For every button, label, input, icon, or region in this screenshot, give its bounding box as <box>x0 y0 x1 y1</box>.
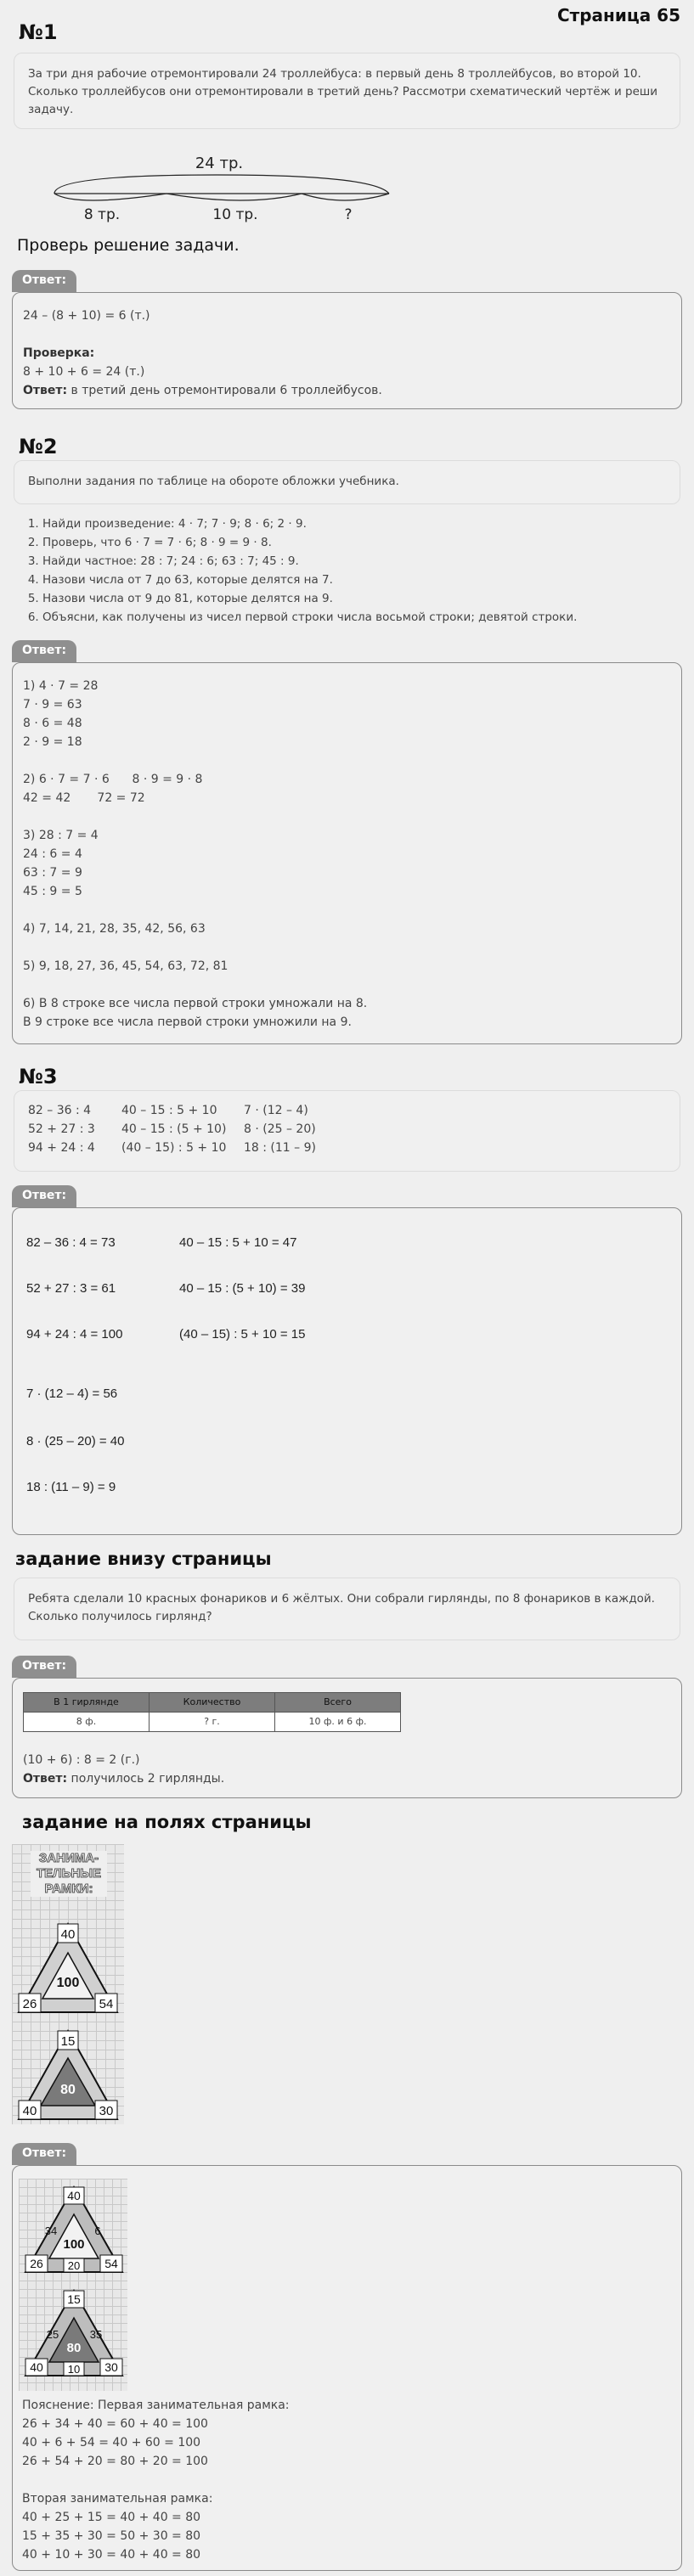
diagram-caption: Проверь решение задачи. <box>17 236 240 255</box>
table-cell: ? г. <box>150 1713 275 1732</box>
solution-a3: 94 + 24 : 4 = 100 <box>26 1327 123 1341</box>
total-label: 24 тр. <box>195 155 244 172</box>
task4-answer-text: получилось 2 гирлянды. <box>67 1772 225 1786</box>
answer-line: 4) 7, 14, 21, 28, 35, 42, 56, 63 <box>23 922 206 936</box>
solution-c1: 7 · (12 – 4) = 56 <box>26 1386 118 1401</box>
filled2-right: 30 <box>104 2360 118 2374</box>
frame1-right: 54 <box>99 1997 114 2011</box>
answer-line <box>23 938 671 957</box>
table-cell: 8 ф. <box>24 1713 150 1732</box>
table-header: В 1 гирлянде <box>24 1693 150 1713</box>
frame1-left: 26 <box>22 1997 37 2011</box>
solution-b2: 40 – 15 : (5 + 10) = 39 <box>179 1281 306 1296</box>
explanation-line: 26 + 34 + 40 = 60 + 40 = 100 <box>22 2417 208 2431</box>
filled2-center: 80 <box>66 2341 82 2355</box>
list-item: 4. Назови числа от 7 до 63, которые делятся на 7. <box>42 571 577 589</box>
filled1-right: 54 <box>104 2257 118 2270</box>
page-number: Страница 65 <box>556 5 680 25</box>
filled2-mid-bottom: 10 <box>67 2363 81 2376</box>
explanation-line: 26 + 54 + 20 = 80 + 20 = 100 <box>22 2455 208 2468</box>
task4-answer <box>12 1678 682 1798</box>
answer-line: 2 · 9 = 18 <box>23 735 82 749</box>
explanation-line: 40 + 10 + 30 = 40 + 40 = 80 <box>22 2548 201 2562</box>
task2-answer <box>12 662 682 1044</box>
answer-line: 7 · 9 = 63 <box>23 698 82 711</box>
explanation-line <box>22 2471 290 2489</box>
answer-line <box>23 976 671 994</box>
task1-solution: 24 – (8 + 10) = 6 (т.) <box>23 309 150 323</box>
task3-answer <box>12 1207 682 1535</box>
solution-c2: 8 · (25 – 20) = 40 <box>26 1434 125 1448</box>
list-item: 2. Проверь, что 6 · 7 = 7 · 6; 8 · 9 = 9 · 8. <box>42 533 577 552</box>
frame2-center: 80 <box>60 2083 76 2097</box>
task1-answer-tag: Ответ: <box>12 270 76 292</box>
total-arc <box>54 175 389 194</box>
part2-label: 10 тр. <box>212 206 258 223</box>
table-header: Всего <box>275 1693 401 1713</box>
solution-c3: 18 : (11 – 9) = 9 <box>26 1480 116 1494</box>
table-header: Количество <box>150 1693 275 1713</box>
task4-text: Ребята сделали 10 красных фонариков и 6 жёлтых. Они собрали гирлянды, по 8 фонариков в каждой. Сколько получилось гирлянд? <box>14 1578 680 1640</box>
filled1-mid-bottom: 20 <box>67 2259 81 2272</box>
solution-b1: 40 – 15 : 5 + 10 = 47 <box>179 1235 297 1250</box>
check-label: Проверка: <box>23 346 95 360</box>
task2-heading: №2 <box>19 435 58 458</box>
task1-answer-text: в третий день отремонтировали 6 троллейбусов. <box>67 384 382 397</box>
filled1-left: 26 <box>30 2257 43 2270</box>
explanation-line: Вторая занимательная рамка: <box>22 2492 213 2506</box>
list-item: 5. Назови числа от 9 до 81, которые делятся на 9. <box>42 589 577 608</box>
answer-label: Ответ: <box>23 384 68 397</box>
task1-heading: №1 <box>19 20 58 44</box>
task5-explanation <box>22 2396 290 2564</box>
answer-line: 2) 6 · 7 = 7 · 6 8 · 9 = 9 · 8 <box>23 773 203 786</box>
frame1-top: 40 <box>60 1927 76 1942</box>
answer-line <box>23 751 671 770</box>
answer-line <box>23 807 671 826</box>
list-item: 1. Найди произведение: 4 · 7; 7 · 9; 8 · 6; 2 · 9. <box>42 515 577 533</box>
frames-title: ЗАНИМА-ТЕЛЬНЫЕ РАМКИ: <box>31 1851 107 1897</box>
filled1-mid-right: 6 <box>94 2224 101 2237</box>
table-cell: 10 ф. и 6 ф. <box>275 1713 401 1732</box>
task1-text: За три дня рабочие отремонтировали 24 троллейбуса: в первый день 8 троллейбусов, во второй 10. Сколько троллейбусов они отремонтировали в третий день? Рассмотри схематический чертёж и реши задачу. <box>14 53 680 129</box>
frame2-top: 15 <box>60 2034 76 2049</box>
answer-line: 5) 9, 18, 27, 36, 45, 54, 63, 72, 81 <box>23 959 229 973</box>
task3-answer-tag: Ответ: <box>12 1185 76 1207</box>
filled-frame2 <box>22 2287 126 2379</box>
task4-answer-tag: Ответ: <box>12 1656 76 1678</box>
list-item: 6. Объясни, как получены из чисел первой строки числа восьмой строки; девятой строки. <box>42 608 577 627</box>
list-item: 3. Найди частное: 28 : 7; 24 : 6; 63 : 7; 45 : 9. <box>42 552 577 571</box>
answer-line <box>23 901 671 920</box>
solution-a2: 52 + 27 : 3 = 61 <box>26 1281 116 1296</box>
filled1-mid-left: 34 <box>44 2224 58 2237</box>
answer-line: 3) 28 : 7 = 4 <box>23 829 99 842</box>
frame1-triangle <box>15 1921 121 2016</box>
explanation-line: 15 + 35 + 30 = 50 + 30 = 80 <box>22 2529 201 2543</box>
answer-line: 1) 4 · 7 = 28 <box>23 679 99 693</box>
frame2-left: 40 <box>22 2104 37 2118</box>
filled1-center: 100 <box>63 2237 85 2252</box>
frame2-right: 30 <box>99 2104 114 2118</box>
task2-answer-tag: Ответ: <box>12 640 76 662</box>
task2-text: Выполни задания по таблице на обороте обложки учебника. <box>14 460 680 504</box>
filled2-left: 40 <box>30 2360 43 2374</box>
garland-table <box>23 1692 401 1732</box>
answer-line: 8 · 6 = 48 <box>23 717 82 730</box>
answer-line: 42 = 42 72 = 72 <box>23 791 145 805</box>
explanation-line: 40 + 6 + 54 = 40 + 60 = 100 <box>22 2436 201 2449</box>
task1-diagram <box>17 149 408 226</box>
task4-heading: задание внизу страницы <box>15 1549 272 1569</box>
solution-b3: (40 – 15) : 5 + 10 = 15 <box>179 1327 306 1341</box>
answer-line: В 9 строке все числа первой строки умножили на 9. <box>23 1015 352 1029</box>
part1-label: 8 тр. <box>83 206 121 223</box>
answer-line: 63 : 7 = 9 <box>23 866 82 880</box>
filled-frame1 <box>22 2184 126 2275</box>
filled2-mid-right: 35 <box>89 2328 103 2341</box>
task3-heading: №3 <box>19 1065 58 1088</box>
explanation-line: Пояснение: Первая занимательная рамка: <box>22 2399 290 2412</box>
part3-label: ? <box>344 206 353 223</box>
filled1-top: 40 <box>67 2189 81 2202</box>
task5-answer-tag: Ответ: <box>12 2143 76 2165</box>
filled2-mid-left: 25 <box>46 2328 59 2341</box>
explanation-line: 40 + 25 + 15 = 40 + 40 = 80 <box>22 2511 201 2524</box>
answer-line: 24 : 6 = 4 <box>23 847 82 861</box>
task1-answer <box>12 292 682 409</box>
answer-line: 6) В 8 строке все числа первой строки умножали на 8. <box>23 997 368 1010</box>
task2-list <box>25 515 577 627</box>
solution-a1: 82 – 36 : 4 = 73 <box>26 1235 116 1250</box>
answer-label: Ответ: <box>23 1772 68 1786</box>
filled2-top: 15 <box>67 2292 81 2306</box>
frame1-center: 100 <box>56 1976 80 1990</box>
task4-solution: (10 + 6) : 8 = 2 (г.) <box>23 1753 140 1767</box>
answer-line: 45 : 9 = 5 <box>23 885 82 898</box>
task1-check: 8 + 10 + 6 = 24 (т.) <box>23 365 145 379</box>
task5-heading: задание на полях страницы <box>22 1812 312 1832</box>
task3-expressions: 82 – 36 : 4 40 – 15 : 5 + 10 7 · (12 – 4) 52 + 27 : 3 40 – 15 : (5 + 10) 8 · (25 – 20) 94 + 24 : 4 (40 – 15) : 5 + 10 18 : (11 – 9) <box>14 1090 680 1172</box>
frame2-triangle <box>15 2028 121 2123</box>
